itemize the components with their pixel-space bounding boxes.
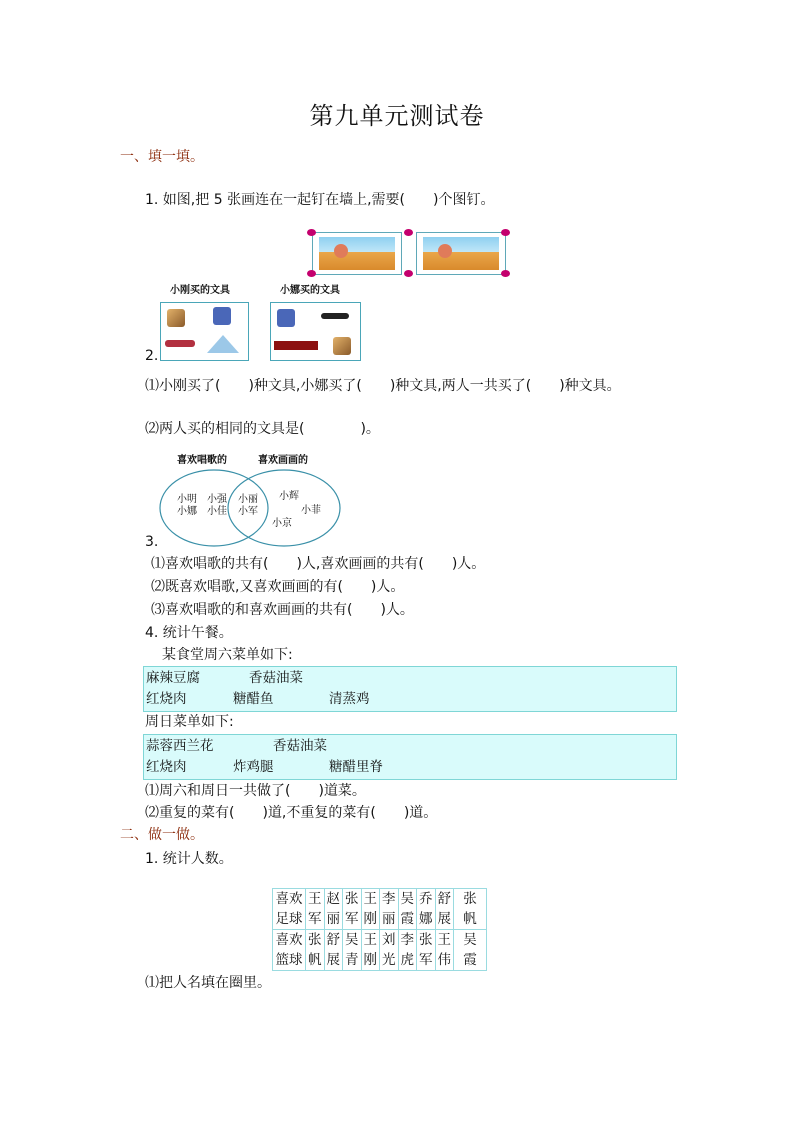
- table-cell: 王 伟: [435, 930, 454, 971]
- dish: 清蒸鸡: [329, 691, 370, 707]
- pin-icon: [501, 270, 510, 277]
- sub-question: ⑴喜欢唱歌的共有( )人,喜欢画画的共有( )人。: [151, 556, 486, 572]
- sunday-menu: [143, 734, 677, 780]
- pin-icon: [501, 229, 510, 236]
- sub-question: ⑵既喜欢唱歌,又喜欢画画的有( )人。: [151, 579, 405, 595]
- table-cell: 吴 霞: [398, 889, 417, 930]
- pin-icon: [307, 270, 316, 277]
- table-cell: 乔 娜: [417, 889, 436, 930]
- people-table: [272, 888, 487, 971]
- table-cell: 舒 展: [324, 930, 343, 971]
- menu-intro: 某食堂周六菜单如下:: [162, 647, 293, 663]
- table-cell: 张 军: [343, 889, 362, 930]
- triangle-ruler-icon: [207, 335, 239, 353]
- table-cell: 李 丽: [380, 889, 399, 930]
- dish: 麻辣豆腐: [146, 670, 200, 686]
- table-row: [273, 930, 487, 971]
- venn-name: 小佳: [207, 506, 227, 517]
- venn-label: 喜欢唱歌的: [177, 455, 227, 466]
- venn-name: 小明: [177, 494, 197, 505]
- question-text: 1. 统计人数。: [145, 851, 233, 867]
- label: 小刚买的文具: [170, 285, 230, 296]
- question-number: 2.: [145, 348, 159, 364]
- dish: 蒜蓉西兰花: [146, 738, 214, 754]
- sub-question: ⑴把人名填在圈里。: [145, 975, 271, 991]
- table-cell: 喜欢 篮球: [273, 930, 306, 971]
- saturday-menu: [143, 666, 677, 712]
- sub-question: ⑴小刚买了( )种文具,小娜买了( )种文具,两人一共买了( )种文具。: [145, 378, 621, 394]
- venn-name: 小娜: [177, 506, 197, 517]
- table-cell: 吴 霞: [454, 930, 487, 971]
- pin-icon: [404, 270, 413, 277]
- eraser-icon: [213, 307, 231, 325]
- ruler-icon: [274, 341, 318, 350]
- stationery-box-a: [160, 302, 249, 361]
- dish: 糖醋鱼: [233, 691, 274, 707]
- table-cell: 张 军: [417, 930, 436, 971]
- table-cell: 吴 青: [343, 930, 362, 971]
- table-cell: 赵 丽: [324, 889, 343, 930]
- eraser-icon: [277, 309, 295, 327]
- dish: 糖醋里脊: [329, 759, 383, 775]
- label: 小娜买的文具: [280, 285, 340, 296]
- venn-name: 小菲: [301, 505, 321, 516]
- pencil-icon: [333, 337, 351, 355]
- dish: 香菇油菜: [273, 738, 327, 754]
- section-heading: 二、做一做。: [120, 827, 204, 843]
- stationery-box-b: [270, 302, 361, 361]
- menu-intro: 周日菜单如下:: [145, 714, 234, 730]
- table-row: [273, 889, 487, 930]
- venn-name: 小军: [238, 506, 258, 517]
- question-number: 3.: [145, 534, 159, 550]
- pen-icon: [165, 340, 195, 347]
- venn-name: 小辉: [279, 491, 299, 502]
- venn-name: 小强: [207, 494, 227, 505]
- dish: 炸鸡腿: [233, 759, 274, 775]
- sub-question: ⑶喜欢唱歌的和喜欢画画的共有( )人。: [151, 602, 414, 618]
- table-cell: 王 刚: [361, 889, 380, 930]
- sub-question: ⑵重复的菜有( )道,不重复的菜有( )道。: [145, 805, 438, 821]
- dish: 红烧肉: [146, 691, 187, 707]
- table-cell: 王 军: [306, 889, 325, 930]
- table-cell: 李 虎: [398, 930, 417, 971]
- sub-question: ⑵两人买的相同的文具是( )。: [145, 421, 380, 437]
- venn-name: 小京: [272, 518, 292, 529]
- table-cell: 喜欢 足球: [273, 889, 306, 930]
- table-cell: 刘 光: [380, 930, 399, 971]
- question-text: 1. 如图,把 5 张画连在一起钉在墙上,需要( )个图钉。: [145, 192, 495, 208]
- question-text: 4. 统计午餐。: [145, 625, 233, 641]
- dish: 红烧肉: [146, 759, 187, 775]
- venn-label: 喜欢画画的: [258, 455, 308, 466]
- table-cell: 张 帆: [454, 889, 487, 930]
- pin-icon: [404, 229, 413, 236]
- table-cell: 王 刚: [361, 930, 380, 971]
- pin-icon: [307, 229, 316, 236]
- venn-name: 小丽: [238, 494, 258, 505]
- fountain-pen-icon: [321, 313, 349, 319]
- table-cell: 舒 展: [435, 889, 454, 930]
- section-heading: 一、填一填。: [120, 149, 204, 165]
- dish: 香菇油菜: [249, 670, 303, 686]
- sub-question: ⑴周六和周日一共做了( )道菜。: [145, 783, 366, 799]
- pencil-icon: [167, 309, 185, 327]
- page-title: 第九单元测试卷: [309, 102, 485, 130]
- table-cell: 张 帆: [306, 930, 325, 971]
